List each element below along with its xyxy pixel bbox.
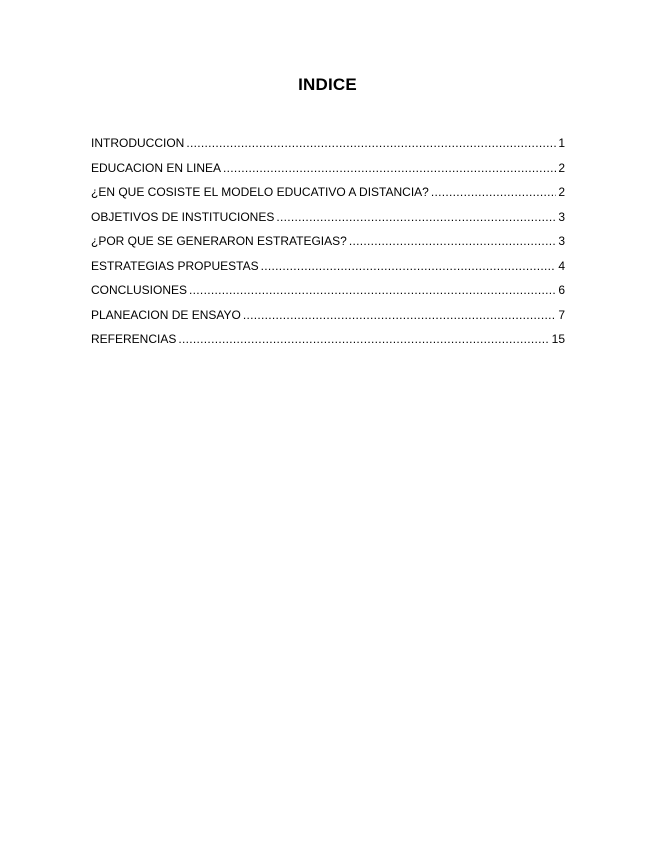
toc-entry-label: CONCLUSIONES bbox=[91, 283, 188, 297]
toc-page-number: 6 bbox=[558, 283, 565, 297]
toc-dot-leader bbox=[349, 232, 556, 250]
toc-entry-label: REFERENCIAS bbox=[91, 332, 177, 346]
toc-dot-leader bbox=[276, 208, 556, 226]
toc-dot-leader bbox=[261, 257, 557, 275]
toc-page-number: 2 bbox=[558, 185, 565, 199]
toc-entry-label: OBJETIVOS DE INSTITUCIONES bbox=[91, 209, 275, 224]
toc-entry-modelo-educativo bbox=[91, 183, 565, 208]
toc-dot-leader bbox=[186, 134, 556, 152]
toc-entry-educacion-en-linea bbox=[91, 159, 565, 184]
toc-entry-conclusiones bbox=[91, 281, 565, 306]
toc-page-number: 4 bbox=[558, 258, 565, 273]
toc-dot-leader bbox=[431, 183, 556, 201]
table-of-contents bbox=[91, 134, 565, 355]
toc-entry-label: ¿EN QUE COSISTE EL MODELO EDUCATIVO A DISTANCIA? bbox=[91, 185, 429, 199]
toc-entry-estrategias-generadas bbox=[91, 232, 565, 257]
toc-page-number: 3 bbox=[558, 234, 565, 248]
toc-entry-planeacion-de-ensayo bbox=[91, 306, 565, 331]
toc-entry-label: PLANEACION DE ENSAYO bbox=[91, 307, 241, 322]
toc-dot-leader bbox=[243, 306, 556, 324]
toc-page-number: 7 bbox=[558, 307, 565, 322]
toc-page-number: 2 bbox=[558, 160, 565, 175]
toc-dot-leader bbox=[178, 330, 549, 348]
toc-entry-introduccion bbox=[91, 134, 565, 159]
toc-page-number: 3 bbox=[558, 209, 565, 224]
page-title: INDICE bbox=[298, 75, 357, 94]
toc-entry-objetivos bbox=[91, 208, 565, 233]
toc-entry-estrategias-propuestas bbox=[91, 257, 565, 282]
toc-entry-referencias bbox=[91, 330, 565, 355]
toc-page-number: 15 bbox=[551, 332, 565, 346]
toc-entry-label: ¿POR QUE SE GENERARON ESTRATEGIAS? bbox=[91, 234, 347, 248]
toc-dot-leader bbox=[223, 159, 556, 177]
toc-entry-label: ESTRATEGIAS PROPUESTAS bbox=[91, 258, 259, 273]
toc-entry-label: EDUCACION EN LINEA bbox=[91, 160, 222, 175]
toc-dot-leader bbox=[189, 281, 556, 299]
toc-entry-label: INTRODUCCION bbox=[91, 136, 185, 150]
toc-page-number: 1 bbox=[558, 136, 565, 150]
